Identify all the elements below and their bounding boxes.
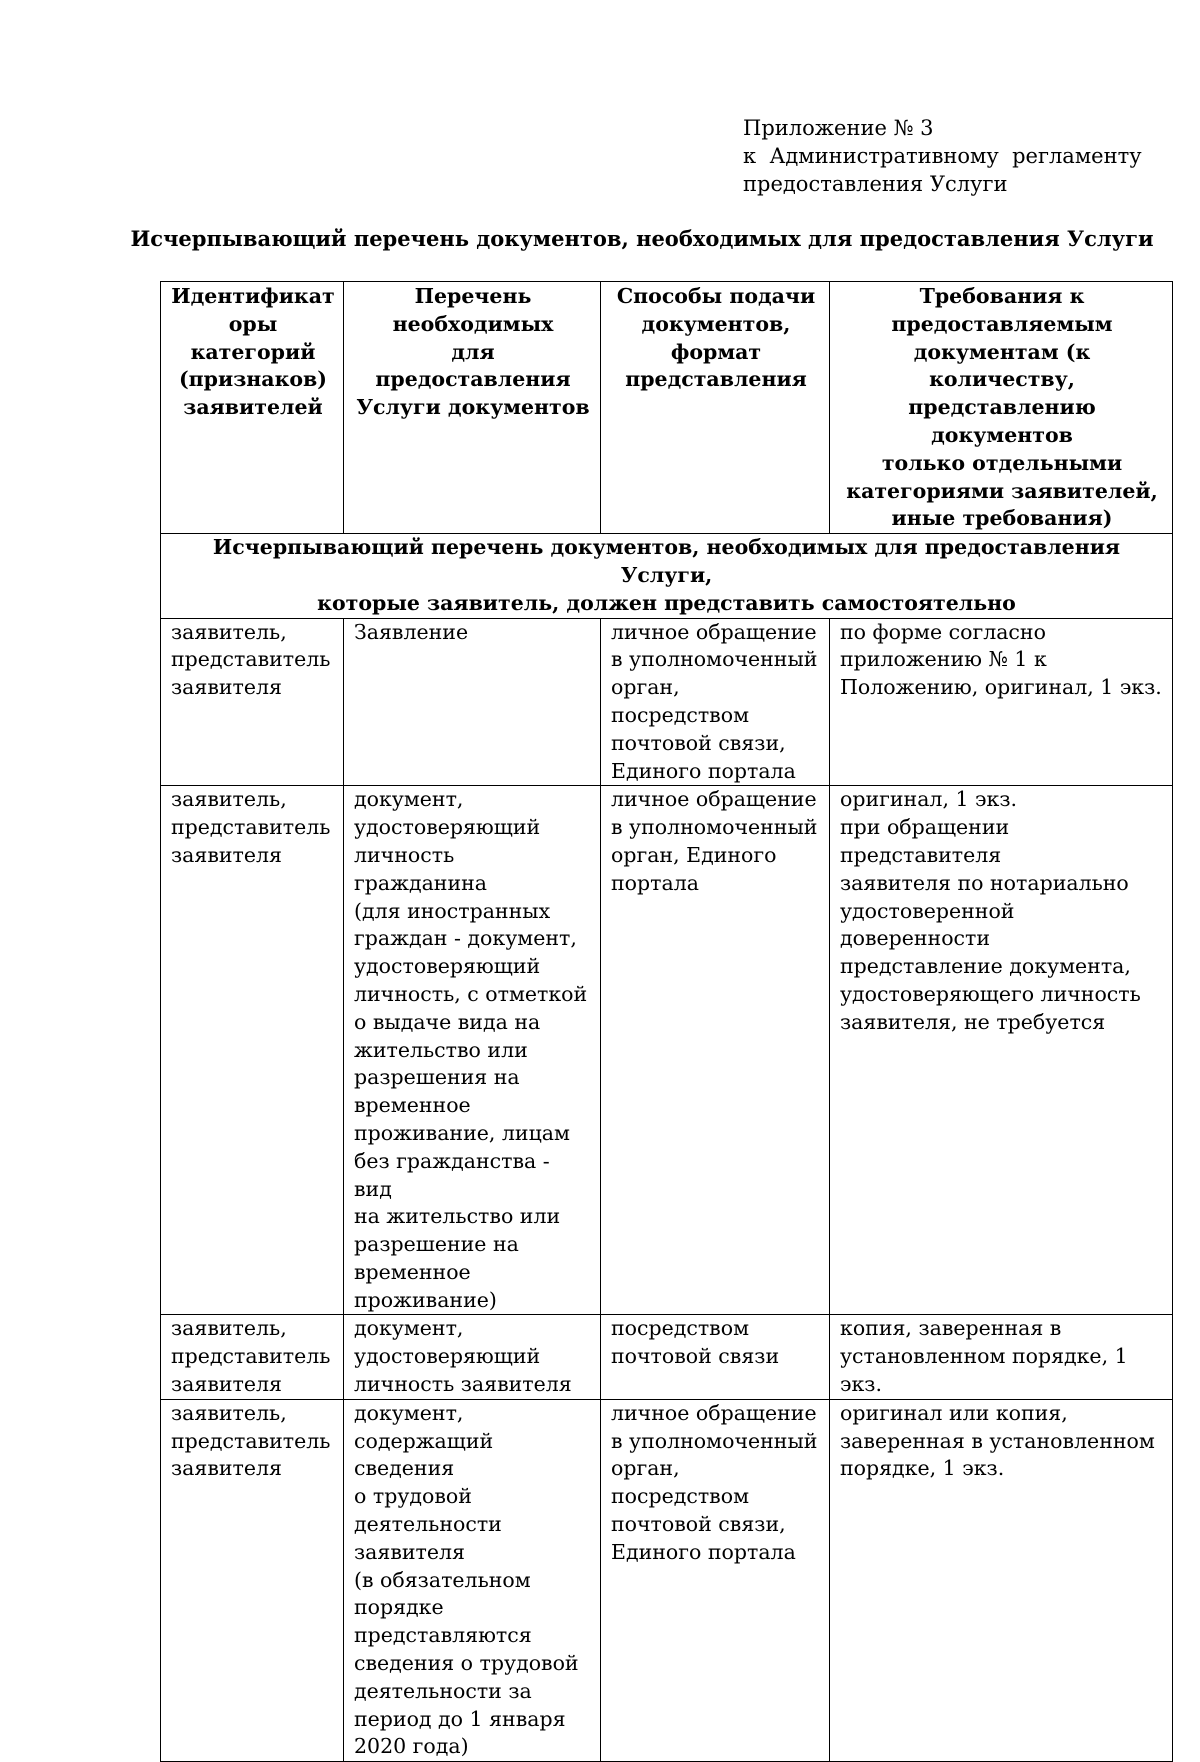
cell-line: представитель xyxy=(171,1344,331,1369)
cell-line: заявителя xyxy=(171,1456,282,1481)
cell-line: порядке xyxy=(354,1595,444,1620)
cell-line: период до 1 января xyxy=(354,1706,566,1731)
cell-line: только отдельными xyxy=(881,450,1123,475)
column-header xyxy=(161,282,344,534)
cell-line: Положению, оригинал, 1 экз. xyxy=(840,675,1162,700)
column-header xyxy=(830,282,1173,534)
cell-line: 2020 года) xyxy=(354,1734,469,1759)
column-header xyxy=(344,282,601,534)
cell-line: заявитель, xyxy=(171,1400,287,1425)
section-row xyxy=(161,534,1173,618)
column-header xyxy=(601,282,830,534)
cell-line: орган, посредством xyxy=(611,675,750,727)
cell-line: личность, с отметкой xyxy=(354,981,588,1006)
cell-line: в уполномоченный xyxy=(611,815,818,840)
cell-line: заверенная в установленном xyxy=(840,1428,1155,1453)
cell-line: представитель xyxy=(171,1428,331,1453)
cell-line: (для иностранных xyxy=(354,898,551,923)
cell-line: личное обращение xyxy=(611,1400,817,1425)
cell-line: жительство или xyxy=(354,1037,528,1062)
cell-line: представляются xyxy=(354,1623,532,1648)
document-name-cell xyxy=(344,1399,601,1761)
cell-line: представитель xyxy=(171,647,331,672)
cell-line: разрешение на xyxy=(354,1232,519,1257)
table-body xyxy=(161,534,1173,1762)
cell-line: заявителей xyxy=(183,395,323,420)
cell-line: заявителя xyxy=(354,1539,465,1564)
cell-line: представления xyxy=(625,367,807,392)
cell-line: заявителя xyxy=(171,842,282,867)
cell-line: документ, xyxy=(354,1400,464,1425)
cell-line: личное обращение xyxy=(611,619,817,644)
cell-line: удостоверенной доверенности xyxy=(840,898,1015,951)
cell-line: почтовой связи, xyxy=(611,730,786,755)
cell-line: для предоставления xyxy=(375,339,571,392)
cell-line: удостоверяющего личность xyxy=(840,981,1141,1006)
applicant-category-cell xyxy=(161,786,344,1315)
cell-line: документ, xyxy=(354,787,464,812)
cell-line: деятельности за xyxy=(354,1678,532,1703)
cell-line: орган, Единого xyxy=(611,842,777,867)
appendix-reference: к Административному регламенту xyxy=(743,144,1142,168)
cell-line: в уполномоченный xyxy=(611,647,818,672)
applicant-category-cell xyxy=(161,1315,344,1399)
cell-line: документов, xyxy=(641,311,791,336)
cell-line: оригинал, 1 экз. xyxy=(840,787,1018,812)
cell-line: без гражданства - вид xyxy=(354,1148,550,1201)
cell-line: разрешения на xyxy=(354,1065,520,1090)
cell-line: представитель xyxy=(171,815,331,840)
cell-line: содержащий сведения xyxy=(354,1428,494,1481)
cell-line: удостоверяющий xyxy=(354,1344,541,1369)
cell-line: Требования к xyxy=(919,284,1085,308)
cell-line: удостоверяющий xyxy=(354,815,541,840)
cell-line: (в обязательном xyxy=(354,1567,531,1592)
cell-line: Услуги документов xyxy=(356,395,590,420)
cell-line: посредством xyxy=(611,1316,750,1341)
requirements-cell xyxy=(830,1315,1173,1399)
appendix-number: Приложение № 3 xyxy=(743,116,934,140)
table-row xyxy=(161,786,1173,1315)
cell-line: установленном порядке, 1 экз. xyxy=(840,1344,1128,1397)
cell-line: почтовой связи, xyxy=(611,1512,786,1537)
document-title: Исчерпывающий перечень документов, необходимых для предоставления Услуги xyxy=(130,226,1154,251)
cell-line: представление документа, xyxy=(840,954,1131,979)
cell-line: временное xyxy=(354,1259,471,1284)
cell-line: иные требования) xyxy=(891,506,1113,531)
cell-line: временное xyxy=(354,1093,471,1118)
cell-line: заявителя xyxy=(171,1372,282,1397)
cell-line: при обращении представителя xyxy=(840,815,1010,867)
cell-line: документ, xyxy=(354,1316,464,1341)
table-row xyxy=(161,1315,1173,1399)
cell-line: орган, посредством xyxy=(611,1456,750,1509)
document-name-cell xyxy=(344,1315,601,1399)
requirements-cell xyxy=(830,618,1173,786)
cell-line: Идентификат xyxy=(171,284,335,308)
documents-table xyxy=(160,281,1173,1762)
cell-line: необходимых xyxy=(392,311,554,336)
cell-line: личность заявителя xyxy=(354,1372,572,1397)
cell-line: оры xyxy=(228,311,278,336)
cell-line: проживание) xyxy=(354,1287,497,1312)
table-header-row xyxy=(161,282,1173,534)
cell-line: Исчерпывающий перечень документов, необходимых для предоставления Услуги, xyxy=(212,535,1121,587)
cell-line: проживание, лицам xyxy=(354,1120,570,1145)
cell-line: сведения о трудовой xyxy=(354,1651,579,1676)
submission-method-cell xyxy=(601,1315,830,1399)
cell-line: по форме согласно xyxy=(840,619,1046,644)
cell-line: почтовой связи xyxy=(611,1344,780,1369)
cell-line: Единого портала xyxy=(611,758,796,783)
cell-line: которые заявитель, должен представить самостоятельно xyxy=(317,590,1016,615)
cell-line: Перечень xyxy=(414,284,532,308)
cell-line: на жительство или xyxy=(354,1204,561,1229)
cell-line: документам (к количеству, xyxy=(913,339,1091,392)
appendix-subject: предоставления Услуги xyxy=(743,172,1008,196)
cell-line: заявитель, xyxy=(171,1316,287,1341)
cell-line: деятельности xyxy=(354,1512,502,1537)
requirements-cell xyxy=(830,786,1173,1315)
cell-line: порядке, 1 экз. xyxy=(840,1456,1005,1481)
cell-line: заявитель, xyxy=(171,619,287,644)
cell-line: представлению документов xyxy=(908,395,1096,447)
document-name-cell xyxy=(344,618,601,786)
cell-line: Способы подачи xyxy=(616,284,816,308)
cell-line: копия, заверенная в xyxy=(840,1316,1062,1341)
appendix-header xyxy=(743,114,1142,198)
cell-line: оригинал или копия, xyxy=(840,1400,1068,1425)
cell-line: Заявление xyxy=(354,619,469,644)
cell-line: о трудовой xyxy=(354,1484,472,1509)
applicant-category-cell xyxy=(161,1399,344,1761)
cell-line: заявителя по нотариально xyxy=(840,870,1129,895)
cell-line: приложению № 1 к xyxy=(840,647,1047,672)
cell-line: граждан - документ, xyxy=(354,926,577,951)
submission-method-cell xyxy=(601,618,830,786)
cell-line: личное обращение xyxy=(611,787,817,812)
cell-line: категорий xyxy=(190,339,316,364)
cell-line: категориями заявителей, xyxy=(846,478,1158,503)
cell-line: заявитель, xyxy=(171,787,287,812)
requirements-cell xyxy=(830,1399,1173,1761)
applicant-category-cell xyxy=(161,618,344,786)
cell-line: формат xyxy=(670,339,762,364)
cell-line: личность гражданина xyxy=(354,842,487,895)
cell-line: о выдаче вида на xyxy=(354,1009,541,1034)
submission-method-cell xyxy=(601,1399,830,1761)
cell-line: заявителя, не требуется xyxy=(840,1009,1106,1034)
table-row xyxy=(161,1399,1173,1761)
cell-line: Единого портала xyxy=(611,1539,796,1564)
cell-line: (признаков) xyxy=(178,367,328,392)
cell-line: удостоверяющий xyxy=(354,954,541,979)
section-heading xyxy=(161,534,1173,618)
cell-line: в уполномоченный xyxy=(611,1428,818,1453)
cell-line: заявителя xyxy=(171,675,282,700)
cell-line: предоставляемым xyxy=(891,311,1113,336)
table-row xyxy=(161,618,1173,786)
cell-line: портала xyxy=(611,870,699,895)
submission-method-cell xyxy=(601,786,830,1315)
document-name-cell xyxy=(344,786,601,1315)
